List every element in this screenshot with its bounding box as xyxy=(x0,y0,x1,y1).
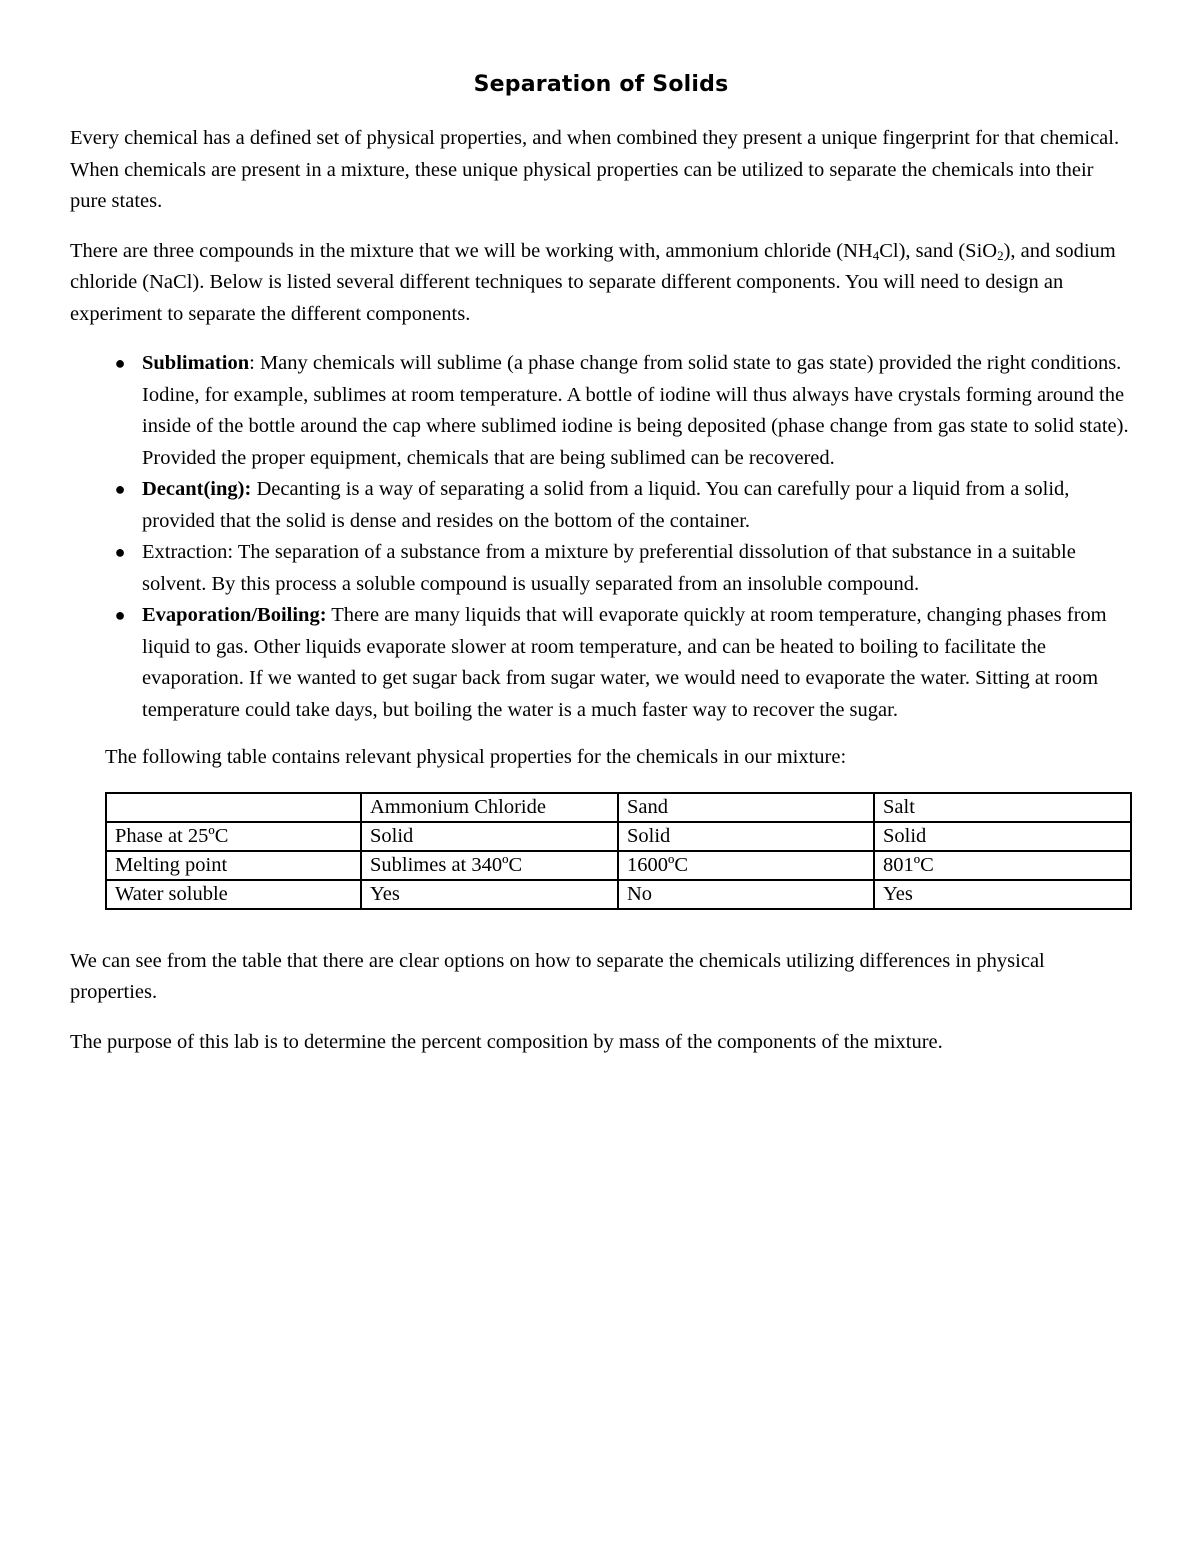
description-decanting: Decanting is a way of separating a solid from a liquid. You can carefully pour a liquid from a solid, provided that the solid is dense and resides on the bottom of the container. xyxy=(142,478,1070,532)
compounds-paragraph xyxy=(70,236,1132,331)
properties-table xyxy=(105,792,1132,910)
table-cell: Solid xyxy=(361,822,618,851)
list-item-evaporation xyxy=(70,600,1132,726)
compounds-text-1: There are three compounds in the mixture that we will be working with, ammonium chloride (NH xyxy=(70,239,873,262)
intro-paragraph: Every chemical has a defined set of physical properties, and when combined they present a unique fingerprint for that chemical. When chemicals are present in a mixture, these unique physical properties can be utilized to separate the chemicals into their pure states. xyxy=(70,127,1120,212)
bullet-icon: ● xyxy=(114,353,126,373)
table-row xyxy=(106,880,1131,909)
table-header-cell xyxy=(106,793,361,822)
sio2-subscript: 2 xyxy=(997,247,1004,263)
table-cell: Yes xyxy=(874,880,1131,909)
list-item-extraction xyxy=(70,537,1132,600)
description-sublimation: Many chemicals will sublime (a phase change from solid state to gas state) provided the right conditions. Iodine, for example, sublimes at room temperature. A bottle of iodine will thus always have crystals forming around the inside of the bottle around the cap where sublimed iodine is being deposited (phase change from gas state to solid state). Provided the proper equipment, chemicals that are being sublimed can be recovered. xyxy=(142,352,1129,469)
description-evaporation: There are many liquids that will evaporate quickly at room temperature, changing phases from liquid to gas. Other liquids evaporate slower at room temperature, and can be heated to boiling to facilitate the evaporation. If we wanted to get sugar back from sugar water, we would need to evaporate the water. Sitting at room temperature could take days, but boiling the water is a much faster way to recover the sugar. xyxy=(142,604,1107,721)
bullet-icon: ● xyxy=(114,479,126,499)
table-cell: No xyxy=(618,880,874,909)
list-item-sublimation xyxy=(70,348,1132,474)
compounds-text-3: ), and sodium chloride (NaCl). Below is listed several different techniques to separate different components. You will need to design an experiment to separate the different components. xyxy=(70,239,1116,325)
table-cell: Solid xyxy=(618,822,874,851)
table-cell: Yes xyxy=(361,880,618,909)
table-cell: 801ºC xyxy=(874,851,1131,880)
bullet-icon: ● xyxy=(114,542,126,562)
document-page xyxy=(70,72,1132,1076)
purpose-paragraph: The purpose of this lab is to determine the percent composition by mass of the components of the mixture. xyxy=(70,1030,943,1053)
term-evaporation: Evaporation/Boiling: xyxy=(142,604,327,626)
table-cell: Water soluble xyxy=(106,880,361,909)
table-header-row xyxy=(106,793,1131,822)
table-row xyxy=(106,822,1131,851)
table-cell: Melting point xyxy=(106,851,361,880)
description-extraction: Extraction: The separation of a substance from a mixture by preferential dissolution of that substance in a suitable solvent. By this process a soluble compound is usually separated from an insoluble compound. xyxy=(142,541,1076,595)
table-header-cell: Sand xyxy=(618,793,874,822)
table-header-cell: Salt xyxy=(874,793,1131,822)
conclusion-paragraph: We can see from the table that there are clear options on how to separate the chemicals utilizing differences in physical properties. xyxy=(70,949,1045,1003)
term-decanting: Decant(ing): xyxy=(142,478,252,500)
table-cell: Phase at 25ºC xyxy=(106,822,361,851)
term-sublimation: Sublimation xyxy=(142,352,250,374)
technique-list xyxy=(70,348,1132,726)
table-cell: 1600ºC xyxy=(618,851,874,880)
table-row xyxy=(106,851,1131,880)
nh4-subscript: 4 xyxy=(872,247,880,263)
bullet-icon: ● xyxy=(114,605,126,625)
table-cell: Solid xyxy=(874,822,1131,851)
term-separator: : xyxy=(249,352,255,374)
table-intro: The following table contains relevant physical properties for the chemicals in our mixture: xyxy=(105,746,847,768)
compounds-text-2: Cl), sand (SiO xyxy=(879,239,998,262)
page-title: Separation of Solids xyxy=(473,72,729,97)
table-header-cell: Ammonium Chloride xyxy=(361,793,618,822)
list-item-decanting xyxy=(70,474,1132,537)
table-cell: Sublimes at 340ºC xyxy=(361,851,618,880)
